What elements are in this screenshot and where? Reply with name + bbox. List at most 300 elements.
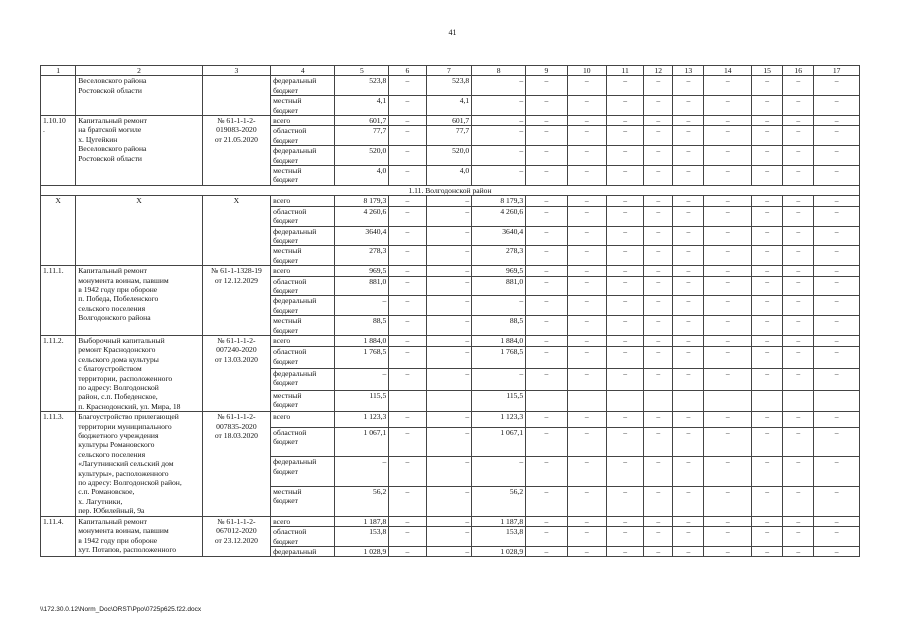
column-header-17: 17 [814, 66, 860, 76]
col17-value: – [814, 546, 860, 556]
total-value: 1 067,1 [335, 427, 389, 457]
col16-value: – [783, 206, 814, 226]
col11-value: – [606, 457, 643, 487]
item-number: 1.11.3. [41, 412, 76, 516]
col7-value: – [426, 347, 472, 369]
column-header-5: 5 [335, 66, 389, 76]
budget-source: областной бюджет [271, 527, 335, 547]
table-row [41, 335, 860, 346]
total-value: 115,5 [335, 390, 389, 412]
col15-value: – [752, 206, 783, 226]
expertise-number: № 61-1-1-2- 067012-2020 от 23.12.2020 [202, 516, 270, 557]
col11-value: – [606, 347, 643, 369]
col16-value: – [783, 246, 814, 266]
col13-value: – [673, 206, 704, 226]
budget-source: областной бюджет [271, 347, 335, 369]
col10-value: – [567, 76, 606, 96]
total-value: 523,8 [335, 76, 389, 96]
col13-value: – [673, 276, 704, 296]
col13-value: – [673, 516, 704, 526]
total-value: 278,3 [335, 246, 389, 266]
col15-value: – [752, 368, 783, 390]
col6-value: – [389, 96, 426, 116]
col16-value: – [783, 76, 814, 96]
col8-value: – [472, 126, 526, 146]
col6-value: – [389, 412, 426, 428]
total-value: 88,5 [335, 316, 389, 336]
col12-value: – [644, 427, 673, 457]
col7-value: – [426, 368, 472, 390]
col16-value [783, 390, 814, 412]
col9-value: – [526, 546, 567, 556]
col11-value: – [606, 368, 643, 390]
col7-value: – [426, 487, 472, 517]
col14-value: – [704, 368, 752, 390]
item-number: 1.11.1. [41, 266, 76, 336]
col11-value: – [606, 266, 643, 276]
col13-value: – [673, 427, 704, 457]
budget-source: всего [271, 196, 335, 206]
col7-value: – [426, 316, 472, 336]
total-value: – [335, 457, 389, 487]
col10-value: – [567, 116, 606, 126]
col8-value: 8 179,3 [472, 196, 526, 206]
col6-value: – [389, 226, 426, 246]
table-row [41, 412, 860, 428]
col10-value: – [567, 226, 606, 246]
col7-value: 520,0 [426, 146, 472, 166]
item-description: Выборочный капитальный ремонт Краснодонского сельского дома культуры с благоустройством территории, расположенного по адресу: Волгодонской район, с.п. Победенское, п. Краснодонский, ул. Мира, 18 [76, 335, 202, 411]
budget-source: федеральный бюджет [271, 296, 335, 316]
total-value: 1 768,5 [335, 347, 389, 369]
col13-value: – [673, 546, 704, 556]
col17-value: – [814, 206, 860, 226]
col12-value: – [644, 347, 673, 369]
col16-value: – [783, 457, 814, 487]
total-value: 4,1 [335, 96, 389, 116]
total-value: 969,5 [335, 266, 389, 276]
col15-value: – [752, 276, 783, 296]
col14-value: – [704, 206, 752, 226]
total-value: 1 123,3 [335, 412, 389, 428]
col7-value: – [426, 527, 472, 547]
col8-value: 1 028,9 [472, 546, 526, 556]
col16-value: – [783, 116, 814, 126]
table-row [41, 266, 860, 276]
col16-value: – [783, 516, 814, 526]
col9-value: – [526, 206, 567, 226]
col16-value: – [783, 146, 814, 166]
budget-source: местный бюджет [271, 166, 335, 186]
col6-value: – [389, 266, 426, 276]
col13-value: – [673, 487, 704, 517]
col10-value: – [567, 546, 606, 556]
item-description: Капитальный ремонт монумента воинам, павшим в 1942 году при обороне п. Победа, Побеленского сельского поселения Волгодонского района [76, 266, 202, 336]
col9-value: – [526, 196, 567, 206]
col8-value: – [472, 96, 526, 116]
col9-value: – [526, 126, 567, 146]
col16-value: – [783, 487, 814, 517]
col8-value: 278,3 [472, 246, 526, 266]
item-description: Капитальный ремонт на братской могиле х. Цугейкин Веселовского района Ростовской области [76, 116, 202, 186]
col10-value: – [567, 427, 606, 457]
total-value: 56,2 [335, 487, 389, 517]
col8-value: 88,5 [472, 316, 526, 336]
col6-value: – [389, 368, 426, 390]
col10-value: – [567, 347, 606, 369]
section-title: 1.11. Волгодонской район [41, 185, 860, 195]
col8-value: – [472, 146, 526, 166]
budget-source: местный бюджет [271, 96, 335, 116]
col8-value: 1 067,1 [472, 427, 526, 457]
col10-value: – [567, 126, 606, 146]
col15-value: – [752, 546, 783, 556]
col6-value [389, 390, 426, 412]
file-path-footer: \\172.30.0.12\Norm_Doc\ORST\Ppo\0725p625.f22.docx [40, 606, 202, 613]
col12-value: – [644, 146, 673, 166]
col14-value: – [704, 116, 752, 126]
col10-value: – [567, 96, 606, 116]
total-value: – [335, 296, 389, 316]
col15-value: – [752, 347, 783, 369]
col7-value: – [426, 412, 472, 428]
col13-value: – [673, 146, 704, 166]
col6-value: – [389, 427, 426, 457]
col17-value: – [814, 226, 860, 246]
column-header-9: 9 [526, 66, 567, 76]
col16-value: – [783, 96, 814, 116]
col8-value: – [472, 116, 526, 126]
col14-value: – [704, 76, 752, 96]
total-value: 77,7 [335, 126, 389, 146]
col8-value: 881,0 [472, 276, 526, 296]
column-header-2: 2 [76, 66, 202, 76]
col9-value: – [526, 412, 567, 428]
item-description: Капитальный ремонт монумента воинам, павшим в 1942 году при обороне хут. Потапов, расположенного [76, 516, 202, 557]
column-header-13: 13 [673, 66, 704, 76]
column-header-16: 16 [783, 66, 814, 76]
col17-value: – [814, 296, 860, 316]
col6-value: – [389, 335, 426, 346]
col10-value: – [567, 516, 606, 526]
col15-value: – [752, 296, 783, 316]
col17-value: – [814, 116, 860, 126]
col7-value: – [426, 276, 472, 296]
col12-value: – [644, 266, 673, 276]
col15-value: – [752, 457, 783, 487]
page-number: 41 [448, 28, 457, 37]
col12-value: – [644, 546, 673, 556]
col13-value: – [673, 116, 704, 126]
col16-value: – [783, 412, 814, 428]
col14-value: – [704, 166, 752, 186]
col7-value: – [426, 266, 472, 276]
col15-value: – [752, 76, 783, 96]
col17-value: – [814, 196, 860, 206]
col8-value: – [472, 166, 526, 186]
total-value: 8 179,3 [335, 196, 389, 206]
col17-value: – [814, 166, 860, 186]
col8-value: 153,8 [472, 527, 526, 547]
col12-value: – [644, 516, 673, 526]
col9-value: – [526, 76, 567, 96]
col8-value: 1 768,5 [472, 347, 526, 369]
column-header-10: 10 [567, 66, 606, 76]
column-header-15: 15 [752, 66, 783, 76]
col9-value: – [526, 266, 567, 276]
col14-value: – [704, 347, 752, 369]
col13-value: – [673, 166, 704, 186]
col14-value: – [704, 316, 752, 336]
col17-value: – [814, 412, 860, 428]
col16-value: – [783, 226, 814, 246]
col15-value: – [752, 116, 783, 126]
col15-value: – [752, 126, 783, 146]
item-description: Веселовского района Ростовской области [76, 76, 202, 116]
col17-value: – [814, 276, 860, 296]
col10-value: – [567, 412, 606, 428]
col10-value: – [567, 457, 606, 487]
col6-value: – [389, 146, 426, 166]
col17-value: – [814, 427, 860, 457]
col16-value: – [783, 335, 814, 346]
col11-value: – [606, 316, 643, 336]
col6-value: – [389, 276, 426, 296]
col14-value: – [704, 427, 752, 457]
col7-value: 601,7 [426, 116, 472, 126]
col12-value: – [644, 412, 673, 428]
col9-value: – [526, 457, 567, 487]
col12-value: – [644, 296, 673, 316]
budget-source: областной бюджет [271, 206, 335, 226]
col9-value: – [526, 146, 567, 166]
total-value: 601,7 [335, 116, 389, 126]
budget-source: федеральный бюджет [271, 76, 335, 96]
col15-value: – [752, 487, 783, 517]
col14-value: – [704, 412, 752, 428]
col12-value: – [644, 126, 673, 146]
col7-value [426, 390, 472, 412]
col15-value [752, 390, 783, 412]
column-header-12: 12 [644, 66, 673, 76]
col14-value: – [704, 266, 752, 276]
col11-value: – [606, 546, 643, 556]
col14-value: – [704, 246, 752, 266]
col10-value: – [567, 206, 606, 226]
col9-value: – [526, 316, 567, 336]
col8-value: 4 260,6 [472, 206, 526, 226]
col8-value: 1 884,0 [472, 335, 526, 346]
col12-value: – [644, 116, 673, 126]
col14-value: – [704, 126, 752, 146]
total-value: 520,0 [335, 146, 389, 166]
budget-source: федеральный бюджет [271, 146, 335, 166]
total-value: 153,8 [335, 527, 389, 547]
col13-value: – [673, 368, 704, 390]
col16-value: – [783, 166, 814, 186]
col8-value: – [472, 457, 526, 487]
total-value: 3640,4 [335, 226, 389, 246]
col10-value: – [567, 276, 606, 296]
col13-value: – [673, 316, 704, 336]
col15-value: – [752, 527, 783, 547]
col12-value: – [644, 76, 673, 96]
col13-value: – [673, 226, 704, 246]
total-value: 881,0 [335, 276, 389, 296]
col13-value: – [673, 335, 704, 346]
col12-value: – [644, 316, 673, 336]
col13-value: – [673, 527, 704, 547]
budget-source: всего [271, 266, 335, 276]
col6-value: – [389, 296, 426, 316]
item-number: 1.11.2. [41, 335, 76, 411]
col7-value: 4,0 [426, 166, 472, 186]
col15-value: – [752, 427, 783, 457]
col16-value: – [783, 196, 814, 206]
col9-value: – [526, 276, 567, 296]
col13-value: – [673, 96, 704, 116]
col17-value: – [814, 457, 860, 487]
budget-source: местный бюджет [271, 487, 335, 517]
expertise-number: № 61-1-1-2- 007240-2020 от 13.03.2020 [202, 335, 270, 411]
col10-value: – [567, 266, 606, 276]
col11-value: – [606, 516, 643, 526]
col9-value: – [526, 516, 567, 526]
col8-value: 56,2 [472, 487, 526, 517]
col7-value: 77,7 [426, 126, 472, 146]
budget-source: всего [271, 412, 335, 428]
col11-value: – [606, 412, 643, 428]
col10-value: – [567, 246, 606, 266]
col11-value: – [606, 527, 643, 547]
col9-value: – [526, 427, 567, 457]
col7-value: – [426, 226, 472, 246]
col6-value: – [389, 196, 426, 206]
col9-value: – [526, 96, 567, 116]
col7-value: – [426, 546, 472, 556]
col8-value: – [472, 296, 526, 316]
col12-value [644, 390, 673, 412]
budget-source: всего [271, 116, 335, 126]
col7-value: – [426, 196, 472, 206]
col6-value: – [389, 76, 426, 96]
total-value: 4,0 [335, 166, 389, 186]
col16-value: – [783, 296, 814, 316]
col14-value: – [704, 276, 752, 296]
total-value: – [335, 368, 389, 390]
total-value: 1 884,0 [335, 335, 389, 346]
col14-value: – [704, 196, 752, 206]
expertise-number: № 61-1-1328-19 от 12.12.2029 [202, 266, 270, 336]
col12-value: – [644, 166, 673, 186]
column-header-7: 7 [426, 66, 472, 76]
budget-source: местный бюджет [271, 390, 335, 412]
col11-value: – [606, 427, 643, 457]
item-description: Благоустройство прилегающей территории муниципального бюджетного учреждения культуры Романовского сельского поселения «Лагутнинский сельский дом культуры», расположенного по адресу: Волгодонской район, с.п. Романовское, х. Лагутники, пер. Юбилейный, 9а [76, 412, 202, 516]
col8-value: 1 187,8 [472, 516, 526, 526]
col11-value: – [606, 296, 643, 316]
col11-value: – [606, 146, 643, 166]
col15-value: – [752, 226, 783, 246]
col9-value: – [526, 487, 567, 517]
col11-value: – [606, 487, 643, 517]
col6-value: – [389, 546, 426, 556]
budget-source: федеральный [271, 546, 335, 556]
table-row [41, 116, 860, 126]
col11-value: – [606, 166, 643, 186]
col16-value: – [783, 546, 814, 556]
col12-value: – [644, 206, 673, 226]
budget-source: местный бюджет [271, 316, 335, 336]
col17-value: – [814, 96, 860, 116]
col14-value: – [704, 457, 752, 487]
col6-value: – [389, 126, 426, 146]
budget-source: местный бюджет [271, 246, 335, 266]
col8-value: – [472, 368, 526, 390]
budget-source: федеральный бюджет [271, 368, 335, 390]
col7-value: – [426, 335, 472, 346]
col17-value: – [814, 246, 860, 266]
expertise-number [202, 76, 270, 116]
col6-value: – [389, 166, 426, 186]
col12-value: – [644, 457, 673, 487]
col9-value: – [526, 335, 567, 346]
col10-value: – [567, 316, 606, 336]
col11-value: – [606, 126, 643, 146]
col8-value: – [472, 76, 526, 96]
col6-value: – [389, 457, 426, 487]
col6-value: – [389, 316, 426, 336]
col11-value: – [606, 196, 643, 206]
col9-value: – [526, 116, 567, 126]
col13-value: – [673, 246, 704, 266]
col8-value: 3640,4 [472, 226, 526, 246]
col17-value: – [814, 126, 860, 146]
col13-value: – [673, 457, 704, 487]
col10-value: – [567, 527, 606, 547]
col10-value: – [567, 196, 606, 206]
header-row [41, 66, 860, 76]
col13-value: – [673, 76, 704, 96]
col11-value: – [606, 335, 643, 346]
column-header-3: 3 [202, 66, 270, 76]
col14-value: – [704, 516, 752, 526]
col14-value: – [704, 335, 752, 346]
col6-value: – [389, 116, 426, 126]
col14-value: – [704, 96, 752, 116]
budget-source: федеральный бюджет [271, 226, 335, 246]
col16-value: – [783, 527, 814, 547]
column-header-8: 8 [472, 66, 526, 76]
col11-value: – [606, 206, 643, 226]
col17-value: – [814, 146, 860, 166]
table-row [41, 516, 860, 526]
col14-value: – [704, 296, 752, 316]
col7-value: – [426, 457, 472, 487]
budget-source: областной бюджет [271, 126, 335, 146]
col14-value [704, 390, 752, 412]
col8-value: 115,5 [472, 390, 526, 412]
col12-value: – [644, 527, 673, 547]
col8-value: 969,5 [472, 266, 526, 276]
table-row [41, 76, 860, 96]
col11-value [606, 390, 643, 412]
col17-value: – [814, 76, 860, 96]
col7-value: – [426, 206, 472, 226]
budget-source: областной бюджет [271, 276, 335, 296]
col11-value: – [606, 96, 643, 116]
col17-value: – [814, 516, 860, 526]
